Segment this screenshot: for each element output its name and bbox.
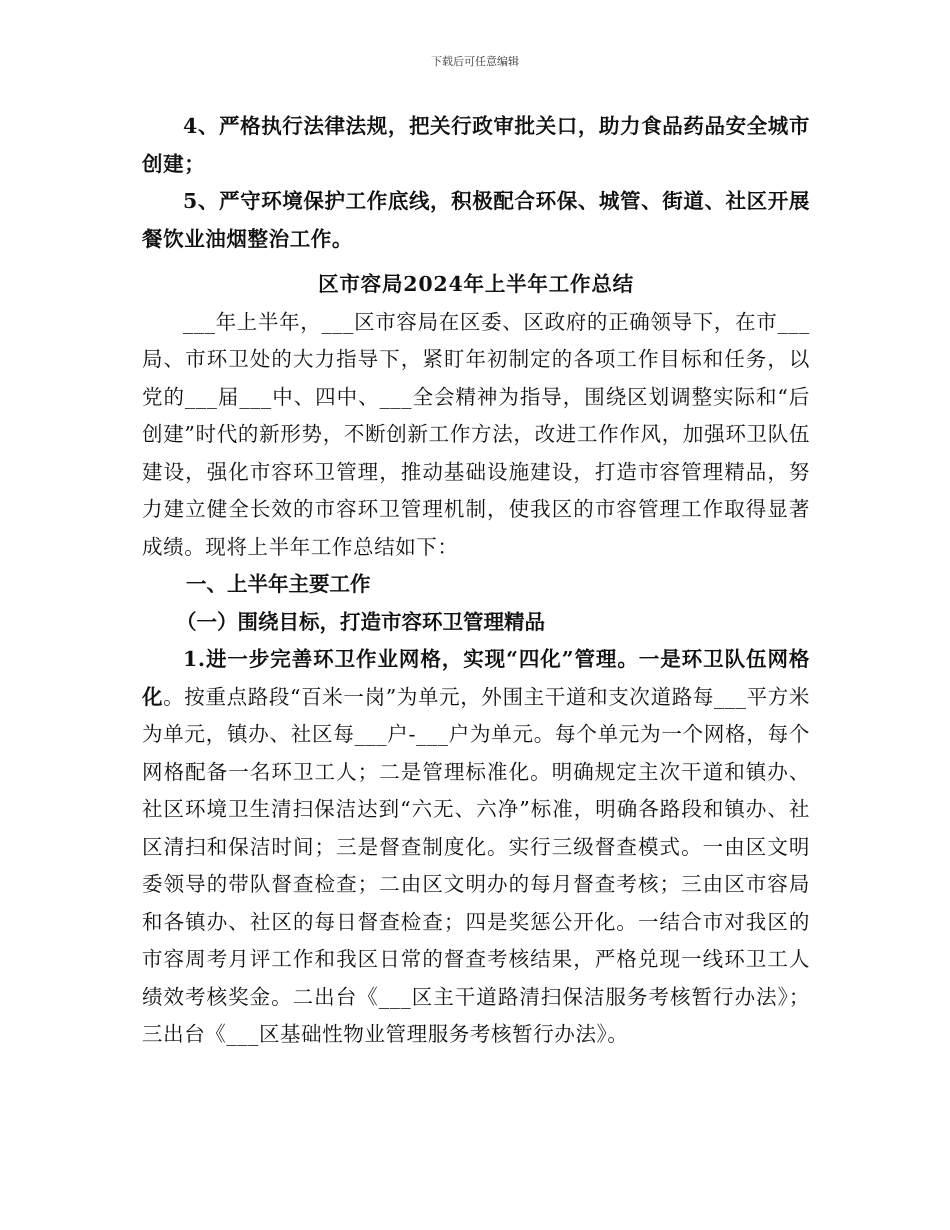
document-body: [142, 108, 810, 1054]
item-1-lead: 1.进一步完善环卫作业网格，实现“四化”管理。一是环卫队伍网格化: [142, 647, 810, 709]
item-1-body: 。按重点路段“百米一岗”为单元，外围主干道和支次道路每___平方米为单元，镇办、社区每___户-___户为单元。每个单元为一个网格，每个网格配备一名环卫工人；二是管理标准化。明确规定主次干道和镇办、社区环境卫生清扫保洁达到“六无、六净”标准，明确各路段和镇办、社区清扫和保洁时间；三是督查制度化。实行三级督查模式。一由区文明委领导的带队督查检查；二由区文明办的每月督查考核；三由区市容局和各镇办、社区的每日督查检查；四是奖惩公开化。一结合市对我区的市容周考月评工作和我区日常的督查考核结果，严格兑现一线环卫工人绩效考核奖金。二出台《___区主干道路清扫保洁服务考核暂行办法》；三出台《___区基础性物业管理服务考核暂行办法》。: [142, 684, 810, 1046]
list-item-5: 5、严守环境保护工作底线，积极配合环保、城管、街道、社区开展餐饮业油烟整治工作。: [142, 189, 810, 251]
item-1-paragraph: [142, 641, 810, 1054]
page-header-note: 下载后可任意编辑: [431, 55, 519, 68]
subsection-heading: （一）围绕目标，打造市容环卫管理精品: [176, 609, 545, 634]
intro-paragraph: ___年上半年，___区市容局在区委、区政府的正确领导下，在市___局、市环卫处的大力指导下，紧盯年初制定的各项工作目标和任务，以党的___届___中、四中、___全会精神为指导，围绕区划调整实际和“后创建”时代的新形势，不断创新工作方法，改进工作作风，加强环卫队伍建设，强化市容环卫管理，推动基础设施建设，打造市容管理精品，努力建立健全长效的市容环卫管理机制，使我区的市容管理工作取得显著成绩。现将上半年工作总结如下：: [142, 309, 810, 559]
document-title: 区市容局2024年上半年工作总结: [318, 272, 634, 296]
list-item-4: 4、严格执行法律法规，把关行政审批关口，助力食品药品安全城市创建；: [142, 114, 810, 176]
section-heading: 一、上半年主要工作: [186, 572, 371, 596]
